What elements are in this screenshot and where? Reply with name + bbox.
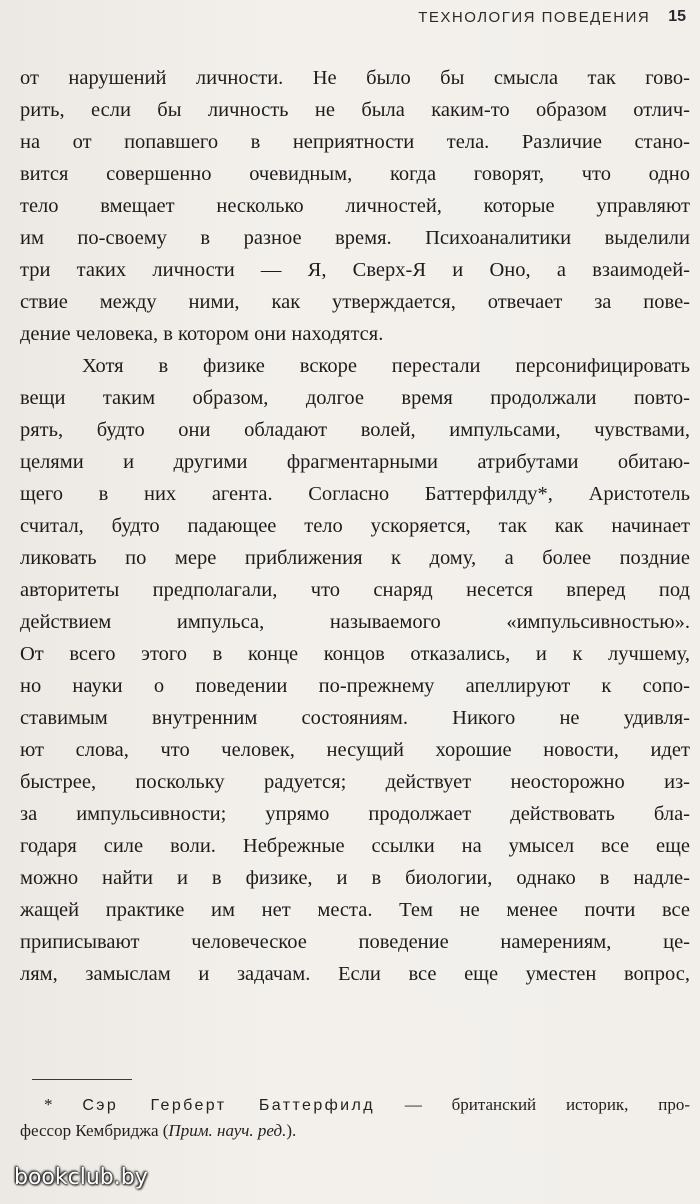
footnote-divider <box>32 1079 132 1080</box>
footnote-marker: * <box>44 1095 53 1114</box>
text-line: вещи таким образом, долгое время продолжали повто- <box>20 387 690 409</box>
site-watermark: bookclub.by <box>14 1165 148 1190</box>
text-line: ствие между ними, как утверждается, отвечает за пове- <box>20 291 690 313</box>
text-line: авторитеты предполагали, что снаряд несется вперед под <box>20 579 690 601</box>
text-line: от нарушений личности. Не было бы смысла так гово- <box>20 67 690 89</box>
footnote-text: ). <box>286 1121 297 1140</box>
footnote-line-1 <box>20 1092 690 1118</box>
text-line: им по-своему в разное время. Психоаналитики выделили <box>20 227 690 249</box>
text-line: рить, если бы личность не была каким-то образом отлич- <box>20 99 690 121</box>
footnote-person-name: Сэр Герберт Баттерфилд <box>82 1097 375 1114</box>
footnote-line-2 <box>20 1118 690 1144</box>
text-line: рять, будто они обладают волей, импульсами, чувствами, <box>20 419 690 441</box>
footnote-editor-note: Прим. науч. ред. <box>168 1121 287 1140</box>
text-line: быстрее, поскольку радуется; действует неосторожно из- <box>20 771 690 793</box>
text-line: жащей практике им нет места. Тем не менее почти все <box>20 899 690 921</box>
text-line: целями и другими фрагментарными атрибутами обитаю- <box>20 451 690 473</box>
text-line: на от попавшего в неприятности тела. Различие стано- <box>20 131 690 153</box>
text-line: действием импульса, называемого «импульсивностью». <box>20 611 690 633</box>
footnote-text: — британский историк, про- <box>375 1095 690 1114</box>
text-line: тело вмещает несколько личностей, которые управляют <box>20 195 690 217</box>
body-text <box>20 62 690 990</box>
text-line: считал, будто падающее тело ускоряется, так как начинает <box>20 515 690 537</box>
text-line: три таких личности — Я, Сверх-Я и Оно, а взаимодей- <box>20 259 690 281</box>
text-line: щего в них агента. Согласно Баттерфилду*, Аристотель <box>20 483 690 505</box>
footnote-text: фессор Кембриджа ( <box>20 1121 169 1140</box>
text-line: ставимым внутренним состояниям. Никого не удивля- <box>20 707 690 729</box>
footnote <box>20 1092 690 1144</box>
page-number: 15 <box>668 8 686 25</box>
running-title: ТЕХНОЛОГИЯ ПОВЕДЕНИЯ <box>418 8 651 26</box>
text-line: годаря силе воли. Небрежные ссылки на умысел все еще <box>20 835 690 857</box>
text-line: лям, замыслам и задачам. Если все еще уместен вопрос, <box>20 963 690 985</box>
text-line: приписывают человеческое поведение намерениям, це- <box>20 931 690 953</box>
text-line: ют слова, что человек, несущий хорошие новости, идет <box>20 739 690 761</box>
text-line: за импульсивности; упрямо продолжает действовать бла- <box>20 803 690 825</box>
text-line: От всего этого в конце концов отказались, и к лучшему, <box>20 643 690 665</box>
running-head <box>418 6 686 28</box>
text-line: ликовать по мере приближения к дому, а более поздние <box>20 547 690 569</box>
text-line: вится совершенно очевидным, когда говорят, что одно <box>20 163 690 185</box>
text-line: но науки о поведении по-прежнему апеллируют к сопо- <box>20 675 690 697</box>
text-line: дение человека, в котором они находятся. <box>20 323 384 345</box>
paragraph-first-line: Хотя в физике вскоре перестали персонифицировать <box>82 355 690 377</box>
text-line: можно найти и в физике, и в биологии, однако в надле- <box>20 867 690 889</box>
